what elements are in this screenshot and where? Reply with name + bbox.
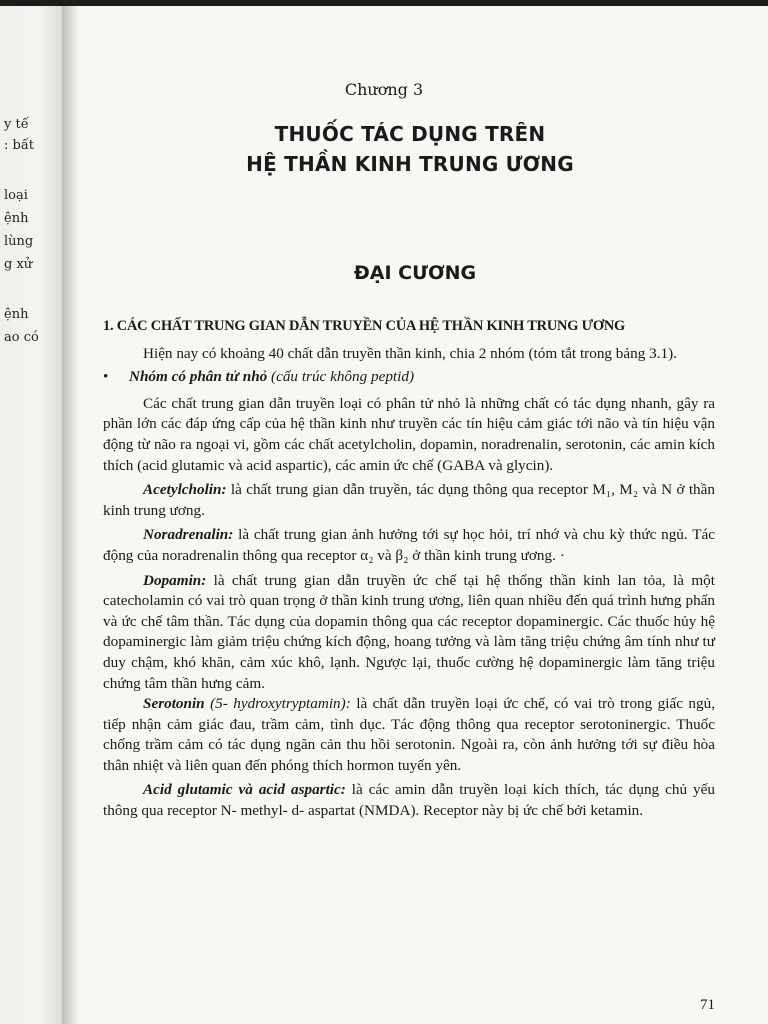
- acetylcholin-term: Acetylcholin:: [143, 481, 227, 499]
- bullet-note: (cấu trúc không peptid): [267, 368, 415, 386]
- margin-fragment: : bất: [4, 138, 35, 153]
- chapter-title-line-1: THUỐC TÁC DỤNG TRÊN: [274, 122, 546, 146]
- margin-fragment: ệnh: [4, 307, 29, 322]
- page-number: 71: [700, 997, 715, 1013]
- margin-fragment: ệnh: [4, 211, 29, 226]
- margin-fragment: lùng: [4, 234, 34, 249]
- noradrenalin-term: Noradrenalin:: [143, 526, 234, 544]
- margin-fragment: g xử: [4, 257, 33, 272]
- bullet-heading: Nhóm có phân tử nhỏ: [129, 368, 268, 386]
- dopamin-text: là chất trung gian dẫn truyền ức chế tại hệ thống thần kinh lan tỏa, là một catecholamin có vai trò quan trọng ở thần kinh trung ương, liên quan nhiều đến quá trình hưng phấn và ức chế tâm thần. Tác dụng của dopamin thông qua các receptor dopaminergic. Các thuốc hủy hệ dopaminergic làm giảm triệu chứng kích động, hoang tưởng và làm tăng triệu chứng âm tính như tư duy chậm, khó khăn, cảm xúc khô, lạnh. Ngược lại, thuốc cường hệ dopaminergic làm tăng triệu chứng tâm thần hưng cảm.: [103, 571, 715, 692]
- margin-fragment: loại: [4, 188, 28, 203]
- chapter-label: Chương 3: [344, 80, 424, 99]
- chapter-title-line-2: HỆ THẦN KINH TRUNG ƯƠNG: [246, 152, 574, 176]
- serotonin-alias: (5- hydroxytryptamin):: [204, 695, 351, 713]
- page-body: [103, 316, 715, 822]
- acid-text: là các amin dẫn truyền loại kích thích, tác dụng chủ yếu thông qua receptor N- methyl- d- aspartat (NMDA). Receptor này bị ức chế bởi ketamin.: [103, 781, 715, 820]
- acid-paragraph: [103, 780, 715, 821]
- serotonin-term: Serotonin: [143, 695, 205, 713]
- serotonin-text: là chất dẫn truyền loại ức chế, có vai trò trong giấc ngủ, tiếp nhận cảm giác đau, trầm cảm, tình dục. Tác động thông qua receptor serotoninergic. Thuốc chống trầm cảm có tác dụng ngăn cản thu hồi serotonin. Ngoài ra, còn ảnh hưởng tới sự điều hòa thân nhiệt và liên quan đến phóng thích hormon tuyến yên.: [103, 695, 716, 774]
- acid-term: Acid glutamic và acid aspartic:: [143, 781, 346, 799]
- heading-1: 1. CÁC CHẤT TRUNG GIAN DẪN TRUYỀN CỦA HỆ THẦN KINH TRUNG ƯƠNG: [103, 318, 626, 334]
- acetylcholin-paragraph: [103, 480, 715, 521]
- margin-fragment: ao có: [4, 330, 39, 345]
- serotonin-paragraph: [103, 694, 715, 776]
- noradrenalin-text: là chất trung gian ảnh hưởng tới sự học hỏi, trí nhớ và chu kỳ thức ngủ. Tác động của noradrenalin thông qua receptor α₂ và β₂ ở thần kinh trung ương. ·: [103, 526, 715, 564]
- bullet-item: [103, 367, 715, 388]
- noradrenalin-paragraph: [103, 525, 715, 566]
- intro-paragraph: Hiện nay có khoảng 40 chất dẫn truyền thần kinh, chia 2 nhóm (tóm tắt trong bảng 3.1).: [143, 344, 677, 362]
- section-title: ĐẠI CƯƠNG: [353, 262, 477, 284]
- small-molecule-paragraph: Các chất trung gian dẫn truyền loại có phân tử nhỏ là những chất có tác dụng nhanh, gây ra phần lớn các đáp ứng cấp của hệ thần kinh như truyền các tín hiệu cảm giác tới não và tín hiệu vận động từ não ra ngoại vi, gồm các chất acetylcholin, dopamin, noradrenalin, serotonin, các amin kích thích (acid glutamic và acid aspartic), các amin ức chế (GABA và glycin).: [103, 394, 715, 474]
- dopamin-term: Dopamin:: [143, 571, 207, 589]
- dopamin-paragraph: [103, 571, 715, 695]
- margin-fragment: y tế: [4, 117, 29, 132]
- bullet-dot: •: [103, 368, 109, 386]
- acetylcholin-text: là chất trung gian dẫn truyền, tác dụng thông qua receptor M₁, M₂ và N ở thần kinh trung ương.: [103, 481, 715, 519]
